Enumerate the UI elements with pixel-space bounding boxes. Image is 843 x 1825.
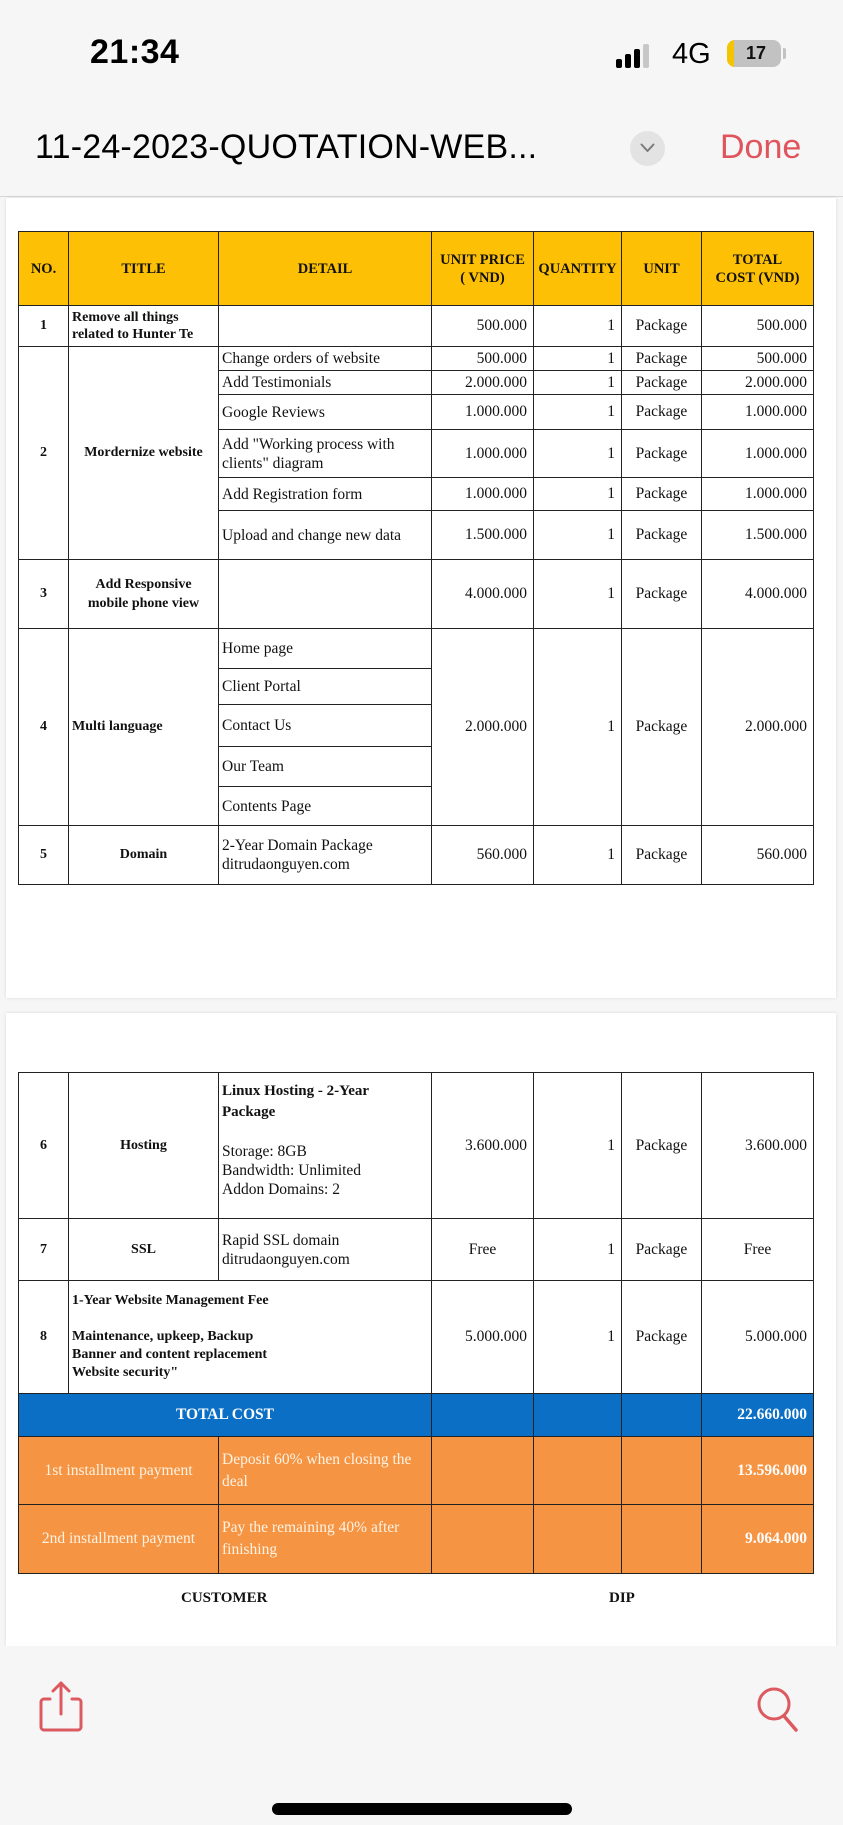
quotation-table-part-2	[18, 1072, 814, 1574]
document-page-1[interactable]	[6, 198, 836, 998]
row-title: Multi language	[69, 629, 219, 826]
empty-cell	[432, 1505, 534, 1574]
row-total: 560.000	[702, 826, 814, 885]
row-no: 4	[19, 629, 69, 826]
row-no: 6	[19, 1073, 69, 1219]
empty-cell	[432, 1394, 534, 1437]
row-detail: Add Testimonials	[219, 371, 432, 395]
row-unit-price: 4.000.000	[432, 560, 534, 629]
row-no: 8	[19, 1281, 69, 1394]
row-total: 500.000	[702, 347, 814, 371]
row-title: Remove all things related to Hunter Te	[69, 306, 219, 347]
row-unit-price: 1.000.000	[432, 395, 534, 430]
document-page-2[interactable]	[6, 1013, 836, 1646]
row-title	[69, 1281, 432, 1394]
row-no: 2	[19, 347, 69, 560]
row-quantity: 1	[534, 511, 622, 560]
table-header-row	[19, 232, 814, 306]
status-time: 21:34	[90, 33, 180, 71]
battery-tip	[783, 48, 786, 59]
detail-line: 2-Year Domain Package	[222, 837, 373, 854]
row-no: 3	[19, 560, 69, 629]
row-unit: Package	[622, 826, 702, 885]
title-heading: 1-Year Website Management Fee	[72, 1293, 269, 1308]
row-detail: Google Reviews	[219, 395, 432, 430]
signature-customer: CUSTOMER	[181, 1590, 268, 1606]
row-title: Hosting	[69, 1073, 219, 1219]
header-detail: DETAIL	[219, 232, 432, 306]
table-row	[19, 1073, 814, 1219]
total-row	[19, 1394, 814, 1437]
header-quantity: QUANTITY	[534, 232, 622, 306]
signature-company: DIP	[609, 1590, 635, 1606]
row-detail: Add "Working process with clients" diagram	[219, 430, 432, 478]
status-bar	[0, 0, 843, 110]
header-unit: UNIT	[622, 232, 702, 306]
share-icon	[36, 1679, 86, 1735]
table-row	[19, 1281, 814, 1394]
row-total: 4.000.000	[702, 560, 814, 629]
payment-detail: Pay the remaining 40% after finishing	[219, 1505, 432, 1574]
header-no: NO.	[19, 232, 69, 306]
payment-label: 1st installment payment	[19, 1437, 219, 1505]
empty-cell	[534, 1394, 622, 1437]
row-quantity: 1	[534, 306, 622, 347]
row-unit-price: 1.000.000	[432, 430, 534, 478]
row-unit: Package	[622, 1073, 702, 1219]
payment-detail: Deposit 60% when closing the deal	[219, 1437, 432, 1505]
row-unit: Package	[622, 1281, 702, 1394]
row-unit: Package	[622, 1219, 702, 1281]
row-total: 3.600.000	[702, 1073, 814, 1219]
detail-heading: Linux Hosting - 2-Year Package	[222, 1083, 369, 1120]
row-detail	[219, 1219, 432, 1281]
detail-line: ditrudaonguyen.com	[222, 856, 350, 873]
empty-cell	[622, 1437, 702, 1505]
header-unit-price: UNIT PRICE ( VND)	[432, 232, 534, 306]
row-total: Free	[702, 1219, 814, 1281]
row-detail	[219, 560, 432, 629]
row-quantity: 1	[534, 560, 622, 629]
row-quantity: 1	[534, 430, 622, 478]
row-unit: Package	[622, 478, 702, 511]
row-total: 1.000.000	[702, 478, 814, 511]
title-line: Banner and content replacement	[72, 1347, 268, 1362]
row-no: 7	[19, 1219, 69, 1281]
row-title: SSL	[69, 1219, 219, 1281]
row-quantity: 1	[534, 1073, 622, 1219]
header-total-cost: TOTAL COST (VND)	[702, 232, 814, 306]
payment-row	[19, 1505, 814, 1574]
row-detail: Home page	[219, 629, 432, 669]
row-quantity: 1	[534, 395, 622, 430]
title-line: Maintenance, upkeep, Backup	[72, 1329, 254, 1344]
row-unit: Package	[622, 306, 702, 347]
row-total: 1.000.000	[702, 430, 814, 478]
table-row	[19, 306, 814, 347]
share-button[interactable]	[36, 1679, 86, 1735]
row-quantity: 1	[534, 1281, 622, 1394]
detail-line: ditrudaonguyen.com	[222, 1250, 350, 1268]
chevron-down-icon	[640, 143, 655, 153]
table-row	[19, 560, 814, 629]
row-detail: Add Registration form	[219, 478, 432, 511]
row-quantity: 1	[534, 1219, 622, 1281]
row-quantity: 1	[534, 478, 622, 511]
row-quantity: 1	[534, 347, 622, 371]
signal-icon	[616, 46, 652, 68]
payment-label: 2nd installment payment	[19, 1505, 219, 1574]
row-detail	[219, 826, 432, 885]
detail-line: Bandwidth: Unlimited	[222, 1162, 362, 1179]
row-unit-price: 2.000.000	[432, 629, 534, 826]
row-detail	[219, 306, 432, 347]
row-unit-price: 500.000	[432, 347, 534, 371]
row-title: Add Responsive mobile phone view	[69, 560, 219, 629]
search-icon	[756, 1684, 802, 1734]
document-menu-button[interactable]	[630, 131, 665, 166]
row-unit-price: 1.500.000	[432, 511, 534, 560]
row-total: 5.000.000	[702, 1281, 814, 1394]
row-total: 2.000.000	[702, 629, 814, 826]
row-unit: Package	[622, 395, 702, 430]
row-unit: Package	[622, 629, 702, 826]
row-unit-price: 2.000.000	[432, 371, 534, 395]
table-row	[19, 347, 814, 371]
row-detail: Contents Page	[219, 787, 432, 826]
detail-line: Addon Domains: 2	[222, 1181, 340, 1198]
row-unit-price: 560.000	[432, 826, 534, 885]
empty-cell	[622, 1394, 702, 1437]
row-no: 1	[19, 306, 69, 347]
payment-row	[19, 1437, 814, 1505]
row-unit-price: 1.000.000	[432, 478, 534, 511]
payment-amount: 9.064.000	[702, 1505, 814, 1574]
home-indicator[interactable]	[272, 1803, 572, 1815]
row-unit: Package	[622, 430, 702, 478]
row-unit: Package	[622, 511, 702, 560]
total-label: TOTAL COST	[19, 1394, 432, 1437]
row-detail: Contact Us	[219, 705, 432, 747]
bottom-toolbar	[0, 1646, 843, 1825]
nav-bar	[0, 110, 843, 197]
network-type: 4G	[672, 38, 711, 70]
empty-cell	[534, 1437, 622, 1505]
battery-icon	[727, 40, 781, 67]
row-unit-price: 500.000	[432, 306, 534, 347]
header-title: TITLE	[69, 232, 219, 306]
empty-cell	[534, 1505, 622, 1574]
row-unit-price: 5.000.000	[432, 1281, 534, 1394]
row-unit-price: Free	[432, 1219, 534, 1281]
empty-cell	[622, 1505, 702, 1574]
row-quantity: 1	[534, 826, 622, 885]
detail-line: Storage: 8GB	[222, 1143, 307, 1160]
row-title: Domain	[69, 826, 219, 885]
battery-level: 17	[745, 43, 767, 63]
done-button[interactable]: Done	[720, 128, 802, 166]
empty-cell	[432, 1437, 534, 1505]
row-unit-price: 3.600.000	[432, 1073, 534, 1219]
quotation-table-part-1	[18, 231, 814, 885]
total-value: 22.660.000	[702, 1394, 814, 1437]
row-detail: Client Portal	[219, 669, 432, 705]
row-detail: Our Team	[219, 747, 432, 787]
table-row	[19, 629, 814, 669]
row-detail: Change orders of website	[219, 347, 432, 371]
row-unit: Package	[622, 371, 702, 395]
payment-amount: 13.596.000	[702, 1437, 814, 1505]
search-button[interactable]	[756, 1684, 802, 1734]
row-no: 5	[19, 826, 69, 885]
row-title: Mordernize website	[69, 347, 219, 560]
title-line: Website security"	[72, 1365, 179, 1380]
row-unit: Package	[622, 560, 702, 629]
row-total: 1.500.000	[702, 511, 814, 560]
table-row	[19, 826, 814, 885]
row-total: 1.000.000	[702, 395, 814, 430]
document-title: 11-24-2023-QUOTATION-WEB...	[35, 128, 538, 166]
row-unit: Package	[622, 347, 702, 371]
row-detail: Upload and change new data	[219, 511, 432, 560]
row-detail	[219, 1073, 432, 1219]
detail-line: Rapid SSL domain	[222, 1231, 340, 1249]
row-quantity: 1	[534, 629, 622, 826]
table-row	[19, 1219, 814, 1281]
row-total: 2.000.000	[702, 371, 814, 395]
row-quantity: 1	[534, 371, 622, 395]
row-total: 500.000	[702, 306, 814, 347]
